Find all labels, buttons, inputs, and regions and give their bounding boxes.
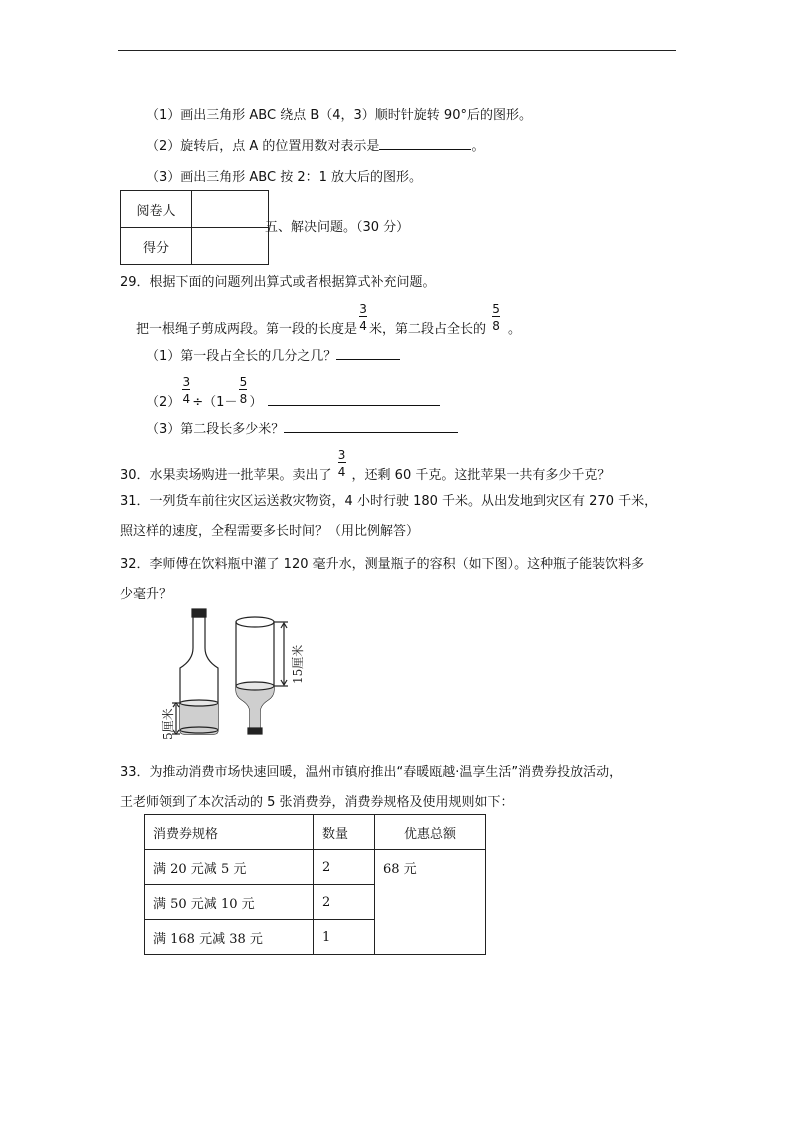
q32-line2: 少毫升？	[120, 587, 173, 602]
denominator: 8	[239, 392, 248, 406]
q29-stem: 29．根据下面的问题列出算式或者根据算式补充问题。	[120, 275, 436, 290]
numerator: 5	[239, 375, 248, 389]
answer-blank[interactable]	[284, 432, 458, 433]
cell-qty: 1	[314, 920, 375, 955]
q29-part1-text: （1）第一段占全长的几分之几？	[146, 349, 337, 364]
fraction	[237, 375, 249, 406]
q33-line1: 33．为推动消费市场快速回暖，温州市镇府推出“春暖瓯越·温享生活”消费券投放活动，	[120, 765, 623, 780]
cell-total: 68 元	[375, 850, 486, 955]
cell-spec: 满 168 元减 38 元	[145, 920, 314, 955]
q29-context-text: 。	[508, 322, 522, 337]
section-title: 五、解决问题。（30 分）	[265, 220, 410, 235]
q28-part2-end: 。	[471, 139, 485, 154]
numerator: 5	[492, 302, 500, 316]
q29-part2	[146, 375, 440, 410]
fraction	[180, 375, 192, 406]
fraction	[490, 302, 502, 333]
score-table	[120, 190, 269, 265]
fraction	[336, 448, 348, 479]
cell-spec: 满 50 元减 10 元	[145, 885, 314, 920]
score-label: 得分	[121, 228, 192, 265]
cell-spec: 满 20 元减 5 元	[145, 850, 314, 885]
numerator: 3	[359, 302, 367, 316]
reviewer-label: 阅卷人	[121, 191, 192, 228]
q29-context	[136, 302, 522, 337]
score-cell[interactable]	[192, 228, 269, 265]
coupon-table	[144, 814, 486, 955]
denominator: 8	[492, 319, 500, 333]
denominator: 4	[182, 392, 191, 406]
cell-qty: 2	[314, 850, 375, 885]
cell-qty: 2	[314, 885, 375, 920]
table-header-row	[145, 815, 486, 850]
q28-part2-text: （2）旋转后，点 A 的位置用数对表示是	[146, 139, 380, 154]
numerator: 3	[337, 448, 346, 462]
answer-blank[interactable]	[336, 359, 400, 360]
q31-line2: 照这样的速度，全程需要多长时间？（用比例解答）	[120, 524, 420, 539]
inverted-bottle	[236, 617, 288, 734]
table-row	[145, 850, 486, 885]
answer-blank[interactable]	[268, 405, 440, 406]
q28-part2	[146, 135, 484, 154]
q33-line2: 王老师领到了本次活动的 5 张消费券，消费券规格及使用规则如下：	[120, 795, 514, 810]
bottle-figure	[140, 608, 315, 744]
q32-line1: 32．李师傅在饮料瓶中灌了 120 毫升水，测量瓶子的容积（如下图）。这种瓶子能装饮料多	[120, 557, 645, 572]
q29-part3-text: （3）第二段长多少米？	[146, 422, 285, 437]
q29-part2-text: （2）	[146, 395, 181, 410]
q29-part2-text: ÷（1－	[192, 395, 238, 410]
numerator: 3	[182, 375, 191, 389]
q30-text: ，还剩 60 千克。这批苹果一共有多少千克？	[351, 468, 611, 483]
q31-line1: 31．一列货车前往灾区运送救灾物资，4 小时行驶 180 千米。从出发地到灾区有 270 千米，	[120, 494, 658, 509]
q29-context-text: 把一根绳子剪成两段。第一段的长度是	[136, 322, 358, 337]
q29-part1	[146, 345, 400, 364]
header-rule	[118, 50, 676, 51]
label-right: 15厘米	[291, 644, 305, 684]
denominator: 4	[359, 319, 367, 333]
upright-bottle	[172, 609, 218, 734]
header-total: 优惠总额	[375, 815, 486, 850]
q28-part1: （1）画出三角形 ABC 绕点 B（4，3）顺时针旋转 90°后的图形。	[146, 108, 532, 123]
reviewer-cell[interactable]	[192, 191, 269, 228]
q30-text: 30．水果卖场购进一批苹果。卖出了	[120, 468, 332, 483]
answer-blank[interactable]	[379, 149, 471, 150]
q28-part3: （3）画出三角形 ABC 按 2：1 放大后的图形。	[146, 170, 423, 185]
header-qty: 数量	[314, 815, 375, 850]
label-left: 5厘米	[161, 708, 175, 740]
header-spec: 消费券规格	[145, 815, 314, 850]
q29-context-text: 米，第二段占全长的	[369, 322, 487, 337]
fraction	[357, 302, 369, 333]
q30	[120, 448, 611, 483]
denominator: 4	[337, 465, 346, 479]
q29-part2-text: ）	[249, 395, 263, 410]
q29-part3	[146, 418, 458, 437]
